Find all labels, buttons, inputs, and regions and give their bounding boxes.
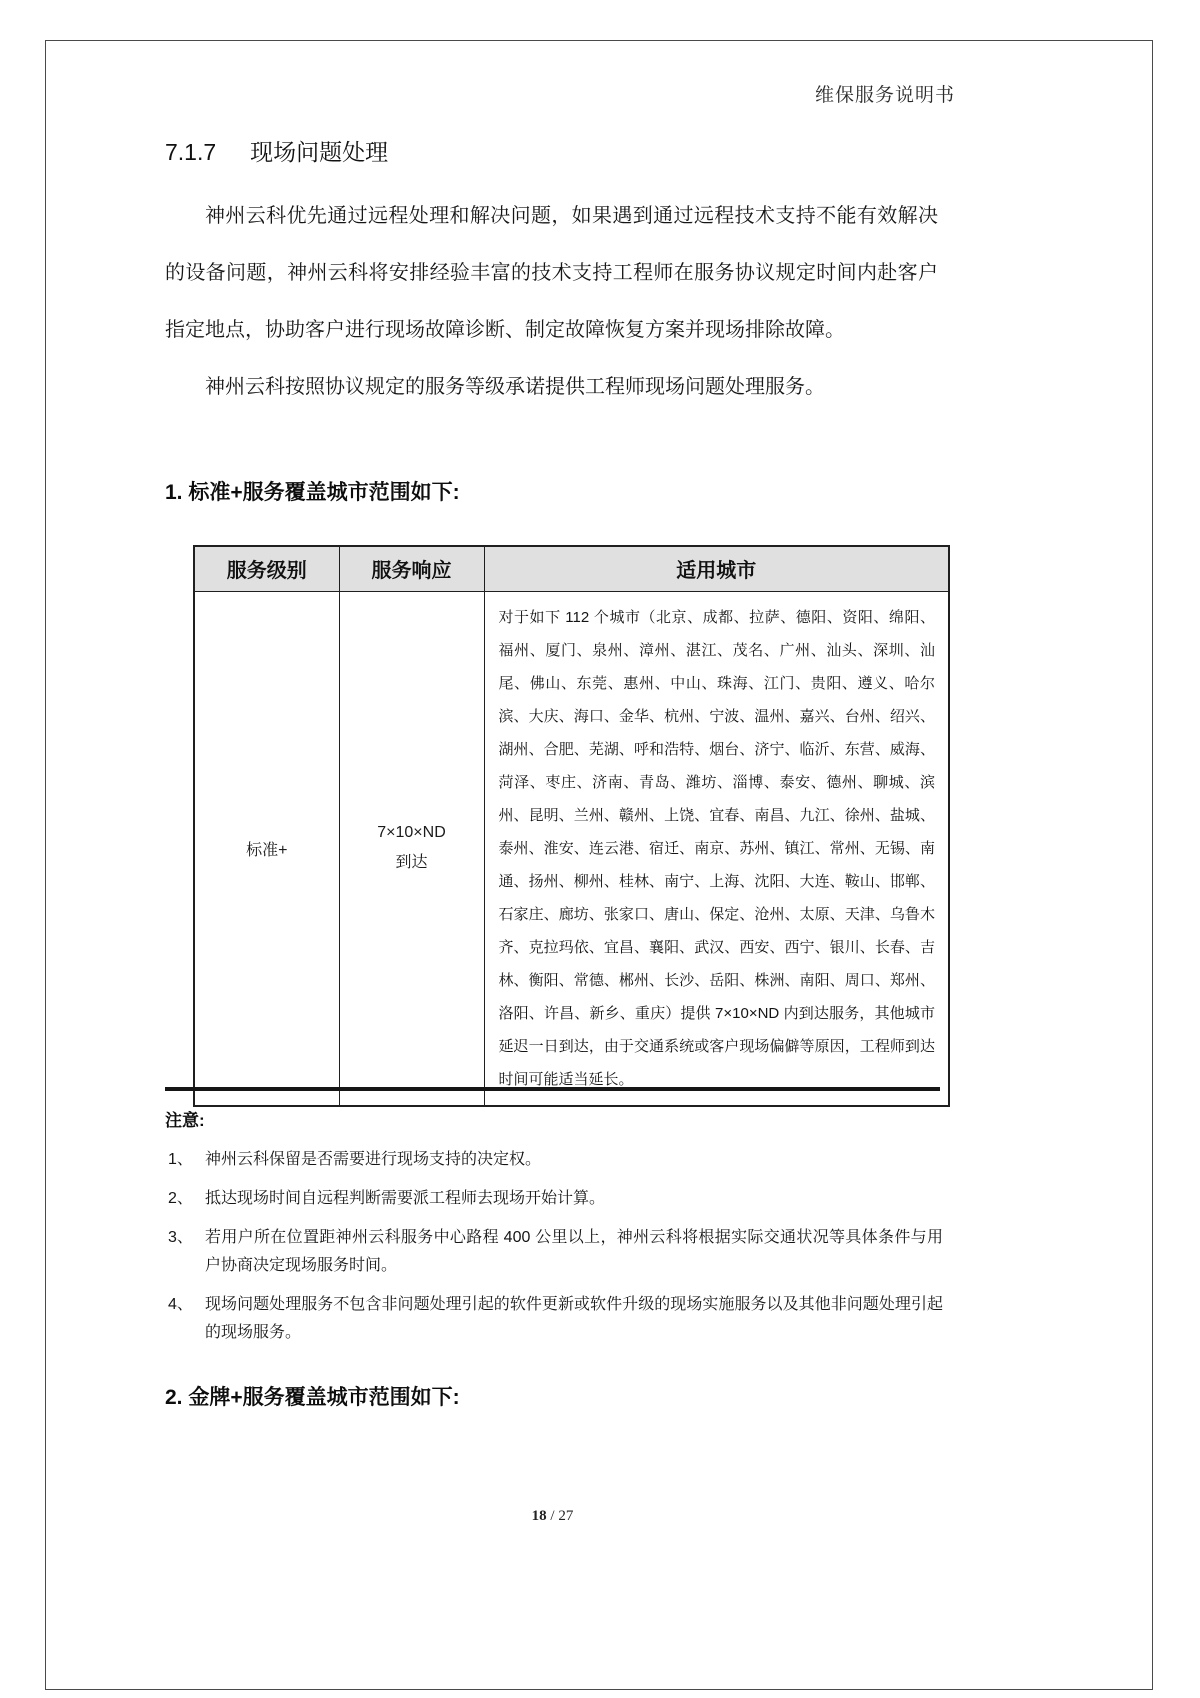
notes-list [168,1146,943,1358]
table-row [194,591,949,1106]
applicable-cities-cell: 对于如下 112 个城市（北京、成都、拉萨、德阳、资阳、绵阳、福州、厦门、泉州、漳州、湛江、茂名、广州、汕头、深圳、汕尾、佛山、东莞、惠州、中山、珠海、江门、贵阳、遵义、哈尔滨、大庆、海口、金华、杭州、宁波、温州、嘉兴、台州、绍兴、湖州、合肥、芜湖、呼和浩特、烟台、济宁、临沂、东营、威海、菏泽、枣庄、济南、青岛、潍坊、淄博、泰安、德州、聊城、滨州、昆明、兰州、赣州、上饶、宜春、南昌、九江、徐州、盐城、泰州、淮安、连云港、宿迁、南京、苏州、镇江、常州、无锡、南通、扬州、柳州、桂林、南宁、上海、沈阳、大连、鞍山、邯郸、石家庄、廊坊、张家口、唐山、保定、沧州、太原、天津、乌鲁木齐、克拉玛依、宜昌、襄阳、武汉、西安、西宁、银川、长春、吉林、衡阳、常德、郴州、长沙、岳阳、株洲、南阳、周口、郑州、洛阳、许昌、新乡、重庆）提供 7×10×ND 内到达服务，其他城市延迟一日到达，由于交通系统或客户现场偏僻等原因，工程师到达时间可能适当延长。 [484,591,949,1106]
column-header-applicable-cities: 适用城市 [484,546,949,591]
column-header-service-level: 服务级别 [194,546,339,591]
column-header-service-response: 服务响应 [339,546,484,591]
page-number-current: 18 [531,1508,547,1524]
page-number-total: 27 [558,1508,574,1524]
note-item [168,1224,943,1280]
note-number: 3、 [168,1229,193,1246]
gold-coverage-heading: 2. 金牌+服务覆盖城市范围如下: [165,1386,460,1409]
note-text: 现场问题处理服务不包含非问题处理引起的软件更新或软件升级的现场实施服务以及其他非问题处理引起的现场服务。 [205,1296,943,1341]
document-header-title: 维保服务说明书 [814,85,955,106]
section-number: 7.1.7 [165,139,217,165]
paragraph: 神州云科按照协议规定的服务等级承诺提供工程师现场问题处理服务。 [205,376,825,398]
paragraph: 神州云科优先通过远程处理和解决问题，如果遇到通过远程技术支持不能有效解决的设备问题，神州云科将安排经验丰富的技术支持工程师在服务协议规定时间内赴客户指定地点，协助客户进行现场故障诊断、制定故障恢复方案并现场排除故障。 [165,205,938,341]
service-coverage-table [193,545,950,1107]
notes-label: 注意: [165,1111,205,1130]
note-number: 1、 [168,1151,193,1168]
service-response-line1: 7×10×ND [377,824,446,841]
note-item [168,1146,943,1174]
table-header-row [194,546,949,591]
service-level-cell: 标准+ [194,591,339,1106]
body-paragraphs [165,188,938,416]
note-number: 2、 [168,1190,193,1207]
service-response-line2: 到达 [395,854,428,871]
note-text: 神州云科保留是否需要进行现场支持的决定权。 [205,1151,542,1168]
note-item [168,1291,943,1347]
page-number-separator: / [546,1508,559,1524]
page-number [165,1508,940,1525]
note-number: 4、 [168,1296,193,1313]
service-response-cell [339,591,484,1106]
note-item [168,1185,943,1213]
section-heading [165,134,388,167]
section-divider-rule [165,1087,940,1091]
note-text: 抵达现场时间自远程判断需要派工程师去现场开始计算。 [205,1190,606,1207]
note-text: 若用户所在位置距神州云科服务中心路程 400 公里以上，神州云科将根据实际交通状况等具体条件与用户协商决定现场服务时间。 [205,1229,943,1274]
standard-coverage-heading: 1. 标准+服务覆盖城市范围如下: [165,481,460,504]
section-title: 现场问题处理 [250,139,389,165]
